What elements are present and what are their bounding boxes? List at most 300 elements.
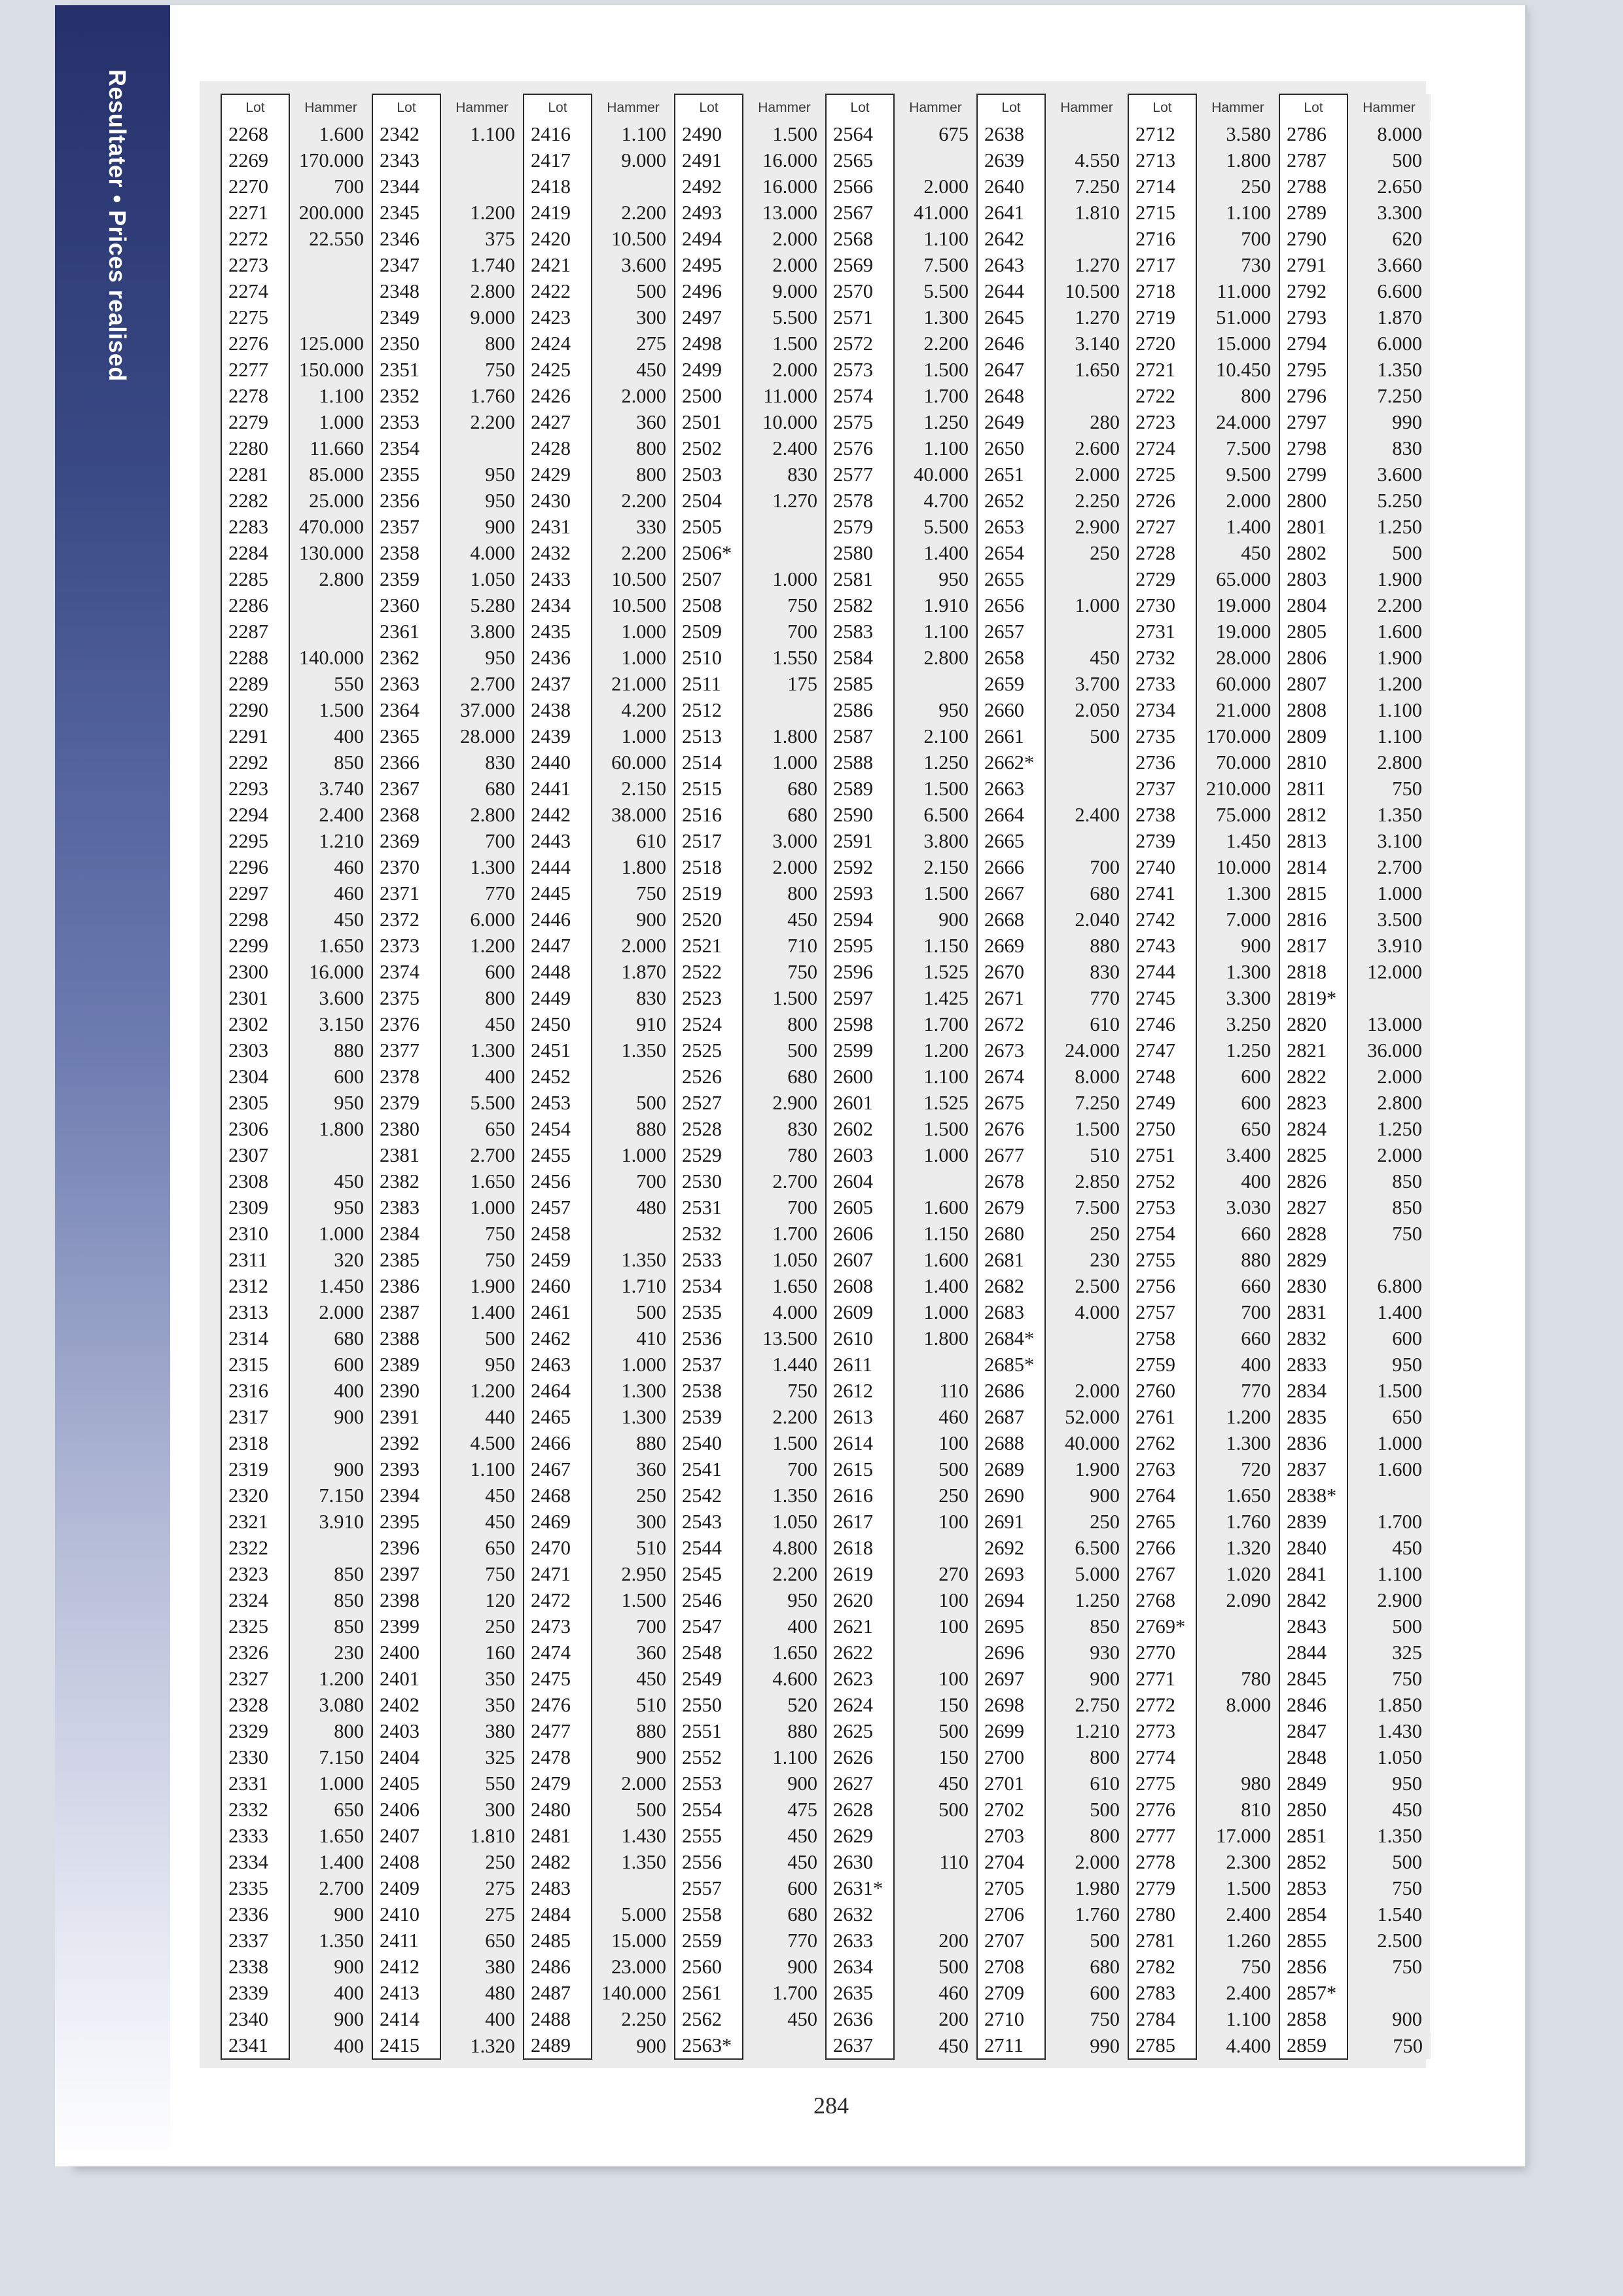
hammer-price: 800 — [743, 880, 826, 906]
lot-number: 2751 — [1128, 1142, 1196, 1168]
lot-number: 2670 — [977, 959, 1045, 985]
lot-number: 2380 — [372, 1116, 440, 1142]
lot-number: 2803 — [1279, 566, 1347, 592]
lot-number: 2367 — [372, 776, 440, 802]
hammer-price: 1.200 — [1196, 1404, 1279, 1430]
lot-number: 2307 — [221, 1142, 289, 1168]
hammer-price: 360 — [592, 1456, 675, 1482]
lot-number: 2366 — [372, 749, 440, 776]
hammer-price: 250 — [1045, 1509, 1128, 1535]
lot-number: 2420 — [524, 226, 592, 252]
hammer-price: 1.700 — [1347, 1509, 1431, 1535]
hammer-price: 500 — [894, 1718, 977, 1744]
hammer-price: 450 — [440, 1482, 524, 1509]
table-row — [221, 1928, 1431, 1954]
lot-number: 2289 — [221, 671, 289, 697]
lot-number: 2837 — [1279, 1456, 1347, 1482]
lot-number: 2712 — [1128, 121, 1196, 147]
hammer-price: 2.000 — [1045, 461, 1128, 488]
lot-number: 2605 — [826, 1194, 894, 1221]
hammer-price — [592, 1064, 675, 1090]
lot-number: 2385 — [372, 1247, 440, 1273]
hammer-price: 110 — [894, 1849, 977, 1875]
hammer-price: 3.580 — [1196, 121, 1279, 147]
lot-number: 2333 — [221, 1823, 289, 1849]
lot-number: 2392 — [372, 1430, 440, 1456]
lot-number: 2377 — [372, 1037, 440, 1064]
lot-header: Lot — [977, 94, 1045, 121]
lot-number: 2746 — [1128, 1011, 1196, 1037]
lot-number: 2659 — [977, 671, 1045, 697]
lot-number: 2514 — [675, 749, 743, 776]
hammer-price: 375 — [440, 226, 524, 252]
hammer-price: 230 — [289, 1640, 372, 1666]
lot-number: 2571 — [826, 304, 894, 331]
lot-number: 2466 — [524, 1430, 592, 1456]
hammer-price: 1.650 — [1196, 1482, 1279, 1509]
lot-number: 2451 — [524, 1037, 592, 1064]
hammer-price — [289, 1430, 372, 1456]
lot-number: 2308 — [221, 1168, 289, 1194]
hammer-price: 900 — [592, 2032, 675, 2059]
lot-number: 2846 — [1279, 1692, 1347, 1718]
lot-number: 2551 — [675, 1718, 743, 1744]
lot-number: 2484 — [524, 1901, 592, 1928]
lot-number: 2528 — [675, 1116, 743, 1142]
lot-number: 2447 — [524, 933, 592, 959]
lot-number: 2455 — [524, 1142, 592, 1168]
lot-number: 2744 — [1128, 959, 1196, 985]
lot-number: 2833 — [1279, 1352, 1347, 1378]
lot-number: 2417 — [524, 147, 592, 173]
hammer-price: 85.000 — [289, 461, 372, 488]
lot-number: 2698 — [977, 1692, 1045, 1718]
table-row — [221, 1221, 1431, 1247]
lot-number: 2650 — [977, 435, 1045, 461]
lot-number: 2577 — [826, 461, 894, 488]
hammer-price — [1045, 1325, 1128, 1352]
lot-number: 2405 — [372, 1770, 440, 1797]
table-row — [221, 1090, 1431, 1116]
lot-number: 2348 — [372, 278, 440, 304]
lot-number: 2502 — [675, 435, 743, 461]
table-row — [221, 906, 1431, 933]
lot-number: 2339 — [221, 1980, 289, 2006]
lot-number: 2379 — [372, 1090, 440, 1116]
lot-header: Lot — [675, 94, 743, 121]
hammer-price: 23.000 — [592, 1954, 675, 1980]
hammer-price: 1.050 — [1347, 1744, 1431, 1770]
lot-number: 2852 — [1279, 1849, 1347, 1875]
lot-number: 2627 — [826, 1770, 894, 1797]
hammer-price: 750 — [1347, 1954, 1431, 1980]
hammer-price: 275 — [440, 1901, 524, 1928]
table-row — [221, 1770, 1431, 1797]
hammer-price: 480 — [440, 1980, 524, 2006]
lot-number: 2620 — [826, 1587, 894, 1613]
lot-number: 2507 — [675, 566, 743, 592]
lot-number: 2731 — [1128, 619, 1196, 645]
hammer-price: 7.250 — [1347, 383, 1431, 409]
hammer-price: 400 — [743, 1613, 826, 1640]
hammer-price: 2.500 — [1347, 1928, 1431, 1954]
lot-number: 2275 — [221, 304, 289, 331]
hammer-price: 1.450 — [1196, 828, 1279, 854]
hammer-price: 880 — [289, 1037, 372, 1064]
hammer-price: 400 — [289, 1378, 372, 1404]
hammer-price: 2.200 — [592, 540, 675, 566]
hammer-price: 1.525 — [894, 1090, 977, 1116]
lot-number: 2695 — [977, 1613, 1045, 1640]
lot-number: 2404 — [372, 1744, 440, 1770]
lot-number: 2499 — [675, 357, 743, 383]
lot-number: 2636 — [826, 2006, 894, 2032]
lot-number: 2594 — [826, 906, 894, 933]
hammer-price: 200 — [894, 2006, 977, 2032]
lot-number: 2623 — [826, 1666, 894, 1692]
hammer-price: 210.000 — [1196, 776, 1279, 802]
lot-number: 2372 — [372, 906, 440, 933]
lot-number: 2295 — [221, 828, 289, 854]
lot-number: 2654 — [977, 540, 1045, 566]
table-row — [221, 409, 1431, 435]
hammer-price: 500 — [592, 1090, 675, 1116]
lot-number: 2440 — [524, 749, 592, 776]
hammer-price — [1196, 1718, 1279, 1744]
hammer-price: 2.800 — [440, 802, 524, 828]
lot-number: 2705 — [977, 1875, 1045, 1901]
hammer-price: 1.000 — [592, 1352, 675, 1378]
hammer-price: 1.760 — [1196, 1509, 1279, 1535]
hammer-price: 1.200 — [440, 933, 524, 959]
lot-number: 2617 — [826, 1509, 894, 1535]
hammer-price: 7.500 — [1045, 1194, 1128, 1221]
lot-number: 2324 — [221, 1587, 289, 1613]
hammer-price: 250 — [1045, 1221, 1128, 1247]
hammer-price: 850 — [289, 1613, 372, 1640]
hammer-price: 1.250 — [894, 749, 977, 776]
lot-number: 2531 — [675, 1194, 743, 1221]
lot-number: 2809 — [1279, 723, 1347, 749]
lot-number: 2268 — [221, 121, 289, 147]
lot-number: 2543 — [675, 1509, 743, 1535]
hammer-price: 13.500 — [743, 1325, 826, 1352]
hammer-price: 4.700 — [894, 488, 977, 514]
lot-number: 2815 — [1279, 880, 1347, 906]
hammer-price: 21.000 — [1196, 697, 1279, 723]
lot-number: 2824 — [1279, 1116, 1347, 1142]
lot-number: 2485 — [524, 1928, 592, 1954]
hammer-price: 1.540 — [1347, 1901, 1431, 1928]
lot-number: 2664 — [977, 802, 1045, 828]
hammer-price — [1196, 1613, 1279, 1640]
hammer-price: 1.800 — [289, 1116, 372, 1142]
table-row — [221, 1142, 1431, 1168]
hammer-price: 880 — [1196, 1247, 1279, 1273]
table-row — [221, 828, 1431, 854]
lot-number: 2301 — [221, 985, 289, 1011]
lot-number: 2469 — [524, 1509, 592, 1535]
lot-number: 2546 — [675, 1587, 743, 1613]
lot-number: 2722 — [1128, 383, 1196, 409]
hammer-price: 1.760 — [1045, 1901, 1128, 1928]
hammer-price — [1045, 776, 1128, 802]
lot-number: 2391 — [372, 1404, 440, 1430]
lot-number: 2487 — [524, 1980, 592, 2006]
lot-number: 2402 — [372, 1692, 440, 1718]
hammer-price: 650 — [440, 1535, 524, 1561]
lot-number: 2458 — [524, 1221, 592, 1247]
lot-number: 2822 — [1279, 1064, 1347, 1090]
hammer-price: 1.270 — [743, 488, 826, 514]
hammer-price: 250 — [1045, 540, 1128, 566]
hammer-price: 1.100 — [592, 121, 675, 147]
hammer-header: Hammer — [1045, 94, 1128, 121]
lot-number: 2501 — [675, 409, 743, 435]
hammer-price: 800 — [440, 985, 524, 1011]
hammer-price: 250 — [440, 1849, 524, 1875]
hammer-price: 900 — [1045, 1666, 1128, 1692]
lot-number: 2646 — [977, 331, 1045, 357]
lot-number: 2410 — [372, 1901, 440, 1928]
lot-number: 2697 — [977, 1666, 1045, 1692]
lot-number: 2789 — [1279, 200, 1347, 226]
hammer-price: 1.050 — [743, 1509, 826, 1535]
hammer-price: 880 — [1045, 933, 1128, 959]
lot-number: 2557 — [675, 1875, 743, 1901]
lot-number: 2817 — [1279, 933, 1347, 959]
hammer-price: 1.350 — [592, 1849, 675, 1875]
table-row — [221, 749, 1431, 776]
lot-number: 2586 — [826, 697, 894, 723]
hammer-price: 8.000 — [1196, 1692, 1279, 1718]
lot-number: 2624 — [826, 1692, 894, 1718]
lot-number: 2794 — [1279, 331, 1347, 357]
hammer-price: 900 — [592, 906, 675, 933]
hammer-header: Hammer — [440, 94, 524, 121]
lot-number: 2827 — [1279, 1194, 1347, 1221]
lot-number: 2792 — [1279, 278, 1347, 304]
lot-number: 2544 — [675, 1535, 743, 1561]
hammer-price: 2.400 — [289, 802, 372, 828]
lot-number: 2626 — [826, 1744, 894, 1770]
hammer-price: 13.000 — [1347, 1011, 1431, 1037]
hammer-price: 4.000 — [1045, 1299, 1128, 1325]
lot-number: 2564 — [826, 121, 894, 147]
hammer-price: 1.400 — [894, 1273, 977, 1299]
hammer-price: 3.500 — [1347, 906, 1431, 933]
hammer-price — [1196, 1640, 1279, 1666]
lot-number: 2737 — [1128, 776, 1196, 802]
lot-number: 2832 — [1279, 1325, 1347, 1352]
lot-number: 2575 — [826, 409, 894, 435]
hammer-price — [440, 173, 524, 200]
hammer-price: 2.950 — [592, 1561, 675, 1587]
hammer-price: 1.430 — [1347, 1718, 1431, 1744]
hammer-price: 900 — [743, 1954, 826, 1980]
hammer-price: 41.000 — [894, 200, 977, 226]
table-row — [221, 1535, 1431, 1561]
hammer-price: 7.000 — [1196, 906, 1279, 933]
hammer-price: 13.000 — [743, 200, 826, 226]
hammer-price: 3.700 — [1045, 671, 1128, 697]
hammer-price: 600 — [1045, 1980, 1128, 2006]
lot-number: 2804 — [1279, 592, 1347, 619]
lot-number: 2393 — [372, 1456, 440, 1482]
lot-number: 2758 — [1128, 1325, 1196, 1352]
lot-number: 2315 — [221, 1352, 289, 1378]
lot-number: 2335 — [221, 1875, 289, 1901]
lot-number: 2709 — [977, 1980, 1045, 2006]
hammer-price: 2.300 — [1196, 1849, 1279, 1875]
hammer-price: 170.000 — [1196, 723, 1279, 749]
lot-number: 2703 — [977, 1823, 1045, 1849]
hammer-price: 6.500 — [1045, 1535, 1128, 1561]
hammer-price: 950 — [1347, 1352, 1431, 1378]
hammer-price: 470.000 — [289, 514, 372, 540]
hammer-price: 460 — [289, 854, 372, 880]
lot-number: 2390 — [372, 1378, 440, 1404]
lot-number: 2741 — [1128, 880, 1196, 906]
hammer-price: 500 — [743, 1037, 826, 1064]
hammer-price: 800 — [743, 1011, 826, 1037]
hammer-price: 3.740 — [289, 776, 372, 802]
table-row — [221, 200, 1431, 226]
lot-number: 2358 — [372, 540, 440, 566]
lot-number: 2540 — [675, 1430, 743, 1456]
hammer-price: 950 — [894, 697, 977, 723]
page-edge — [1525, 5, 1527, 2166]
hammer-price: 2.000 — [743, 226, 826, 252]
table-row — [221, 802, 1431, 828]
hammer-price: 3.800 — [894, 828, 977, 854]
lot-number: 2416 — [524, 121, 592, 147]
lot-number: 2453 — [524, 1090, 592, 1116]
hammer-price: 15.000 — [1196, 331, 1279, 357]
hammer-price: 750 — [440, 357, 524, 383]
hammer-price: 500 — [1347, 1613, 1431, 1640]
lot-number: 2813 — [1279, 828, 1347, 854]
table-row — [221, 880, 1431, 906]
lot-number: 2562 — [675, 2006, 743, 2032]
lot-number: 2277 — [221, 357, 289, 383]
hammer-price: 2.200 — [743, 1561, 826, 1587]
hammer-price: 2.250 — [1045, 488, 1128, 514]
hammer-price: 900 — [1045, 1482, 1128, 1509]
lot-number: 2690 — [977, 1482, 1045, 1509]
lot-number: 2791 — [1279, 252, 1347, 278]
lot-number: 2589 — [826, 776, 894, 802]
hammer-price: 460 — [894, 1980, 977, 2006]
lot-number: 2375 — [372, 985, 440, 1011]
lot-number: 2612 — [826, 1378, 894, 1404]
hammer-price: 950 — [440, 461, 524, 488]
hammer-price: 1.500 — [743, 331, 826, 357]
lot-number: 2492 — [675, 173, 743, 200]
hammer-price — [289, 592, 372, 619]
hammer-price — [592, 173, 675, 200]
lot-number: 2580 — [826, 540, 894, 566]
hammer-price: 3.600 — [592, 252, 675, 278]
hammer-price: 450 — [1045, 645, 1128, 671]
hammer-price — [440, 435, 524, 461]
lot-number: 2478 — [524, 1744, 592, 1770]
lot-number: 2542 — [675, 1482, 743, 1509]
hammer-price: 450 — [440, 1011, 524, 1037]
hammer-price: 830 — [743, 461, 826, 488]
hammer-price: 700 — [1196, 1299, 1279, 1325]
hammer-price: 680 — [743, 802, 826, 828]
lot-number: 2481 — [524, 1823, 592, 1849]
hammer-price: 170.000 — [289, 147, 372, 173]
lot-number: 2657 — [977, 619, 1045, 645]
lot-number: 2364 — [372, 697, 440, 723]
hammer-price: 830 — [1347, 435, 1431, 461]
hammer-price: 1.650 — [289, 1823, 372, 1849]
hammer-price: 1.200 — [440, 200, 524, 226]
lot-number: 2276 — [221, 331, 289, 357]
lot-number: 2346 — [372, 226, 440, 252]
hammer-price: 4.200 — [592, 697, 675, 723]
hammer-price: 930 — [1045, 1640, 1128, 1666]
lot-number: 2679 — [977, 1194, 1045, 1221]
lot-number: 2836 — [1279, 1430, 1347, 1456]
lot-number: 2370 — [372, 854, 440, 880]
table-row — [221, 1823, 1431, 1849]
hammer-price: 700 — [1196, 226, 1279, 252]
hammer-price: 440 — [440, 1404, 524, 1430]
hammer-price: 800 — [592, 461, 675, 488]
hammer-price: 980 — [1196, 1770, 1279, 1797]
lot-number: 2430 — [524, 488, 592, 514]
hammer-price: 38.000 — [592, 802, 675, 828]
hammer-price: 2.800 — [894, 645, 977, 671]
lot-number: 2305 — [221, 1090, 289, 1116]
lot-number: 2573 — [826, 357, 894, 383]
hammer-price: 4.000 — [440, 540, 524, 566]
lot-number: 2437 — [524, 671, 592, 697]
hammer-price: 1.100 — [894, 619, 977, 645]
lot-number: 2614 — [826, 1430, 894, 1456]
hammer-price: 2.700 — [440, 1142, 524, 1168]
lot-number: 2663 — [977, 776, 1045, 802]
hammer-price: 2.700 — [743, 1168, 826, 1194]
lot-number: 2681 — [977, 1247, 1045, 1273]
hammer-price: 1.900 — [440, 1273, 524, 1299]
hammer-price — [1196, 1744, 1279, 1770]
hammer-price: 850 — [289, 749, 372, 776]
lot-number: 2820 — [1279, 1011, 1347, 1037]
hammer-price: 1.700 — [894, 1011, 977, 1037]
lot-number: 2633 — [826, 1928, 894, 1954]
lot-number: 2462 — [524, 1325, 592, 1352]
hammer-price: 1.300 — [1196, 1430, 1279, 1456]
hammer-price: 10.500 — [592, 566, 675, 592]
table-header-row — [221, 94, 1431, 121]
lot-number: 2854 — [1279, 1901, 1347, 1928]
hammer-price: 3.080 — [289, 1692, 372, 1718]
hammer-price: 500 — [592, 1797, 675, 1823]
lot-number: 2428 — [524, 435, 592, 461]
hammer-price: 150 — [894, 1692, 977, 1718]
lot-number: 2272 — [221, 226, 289, 252]
hammer-price: 800 — [592, 435, 675, 461]
hammer-price: 250 — [440, 1613, 524, 1640]
lot-number: 2693 — [977, 1561, 1045, 1587]
hammer-price: 1.300 — [1196, 880, 1279, 906]
hammer-price: 1.100 — [1347, 1561, 1431, 1587]
lot-number: 2747 — [1128, 1037, 1196, 1064]
